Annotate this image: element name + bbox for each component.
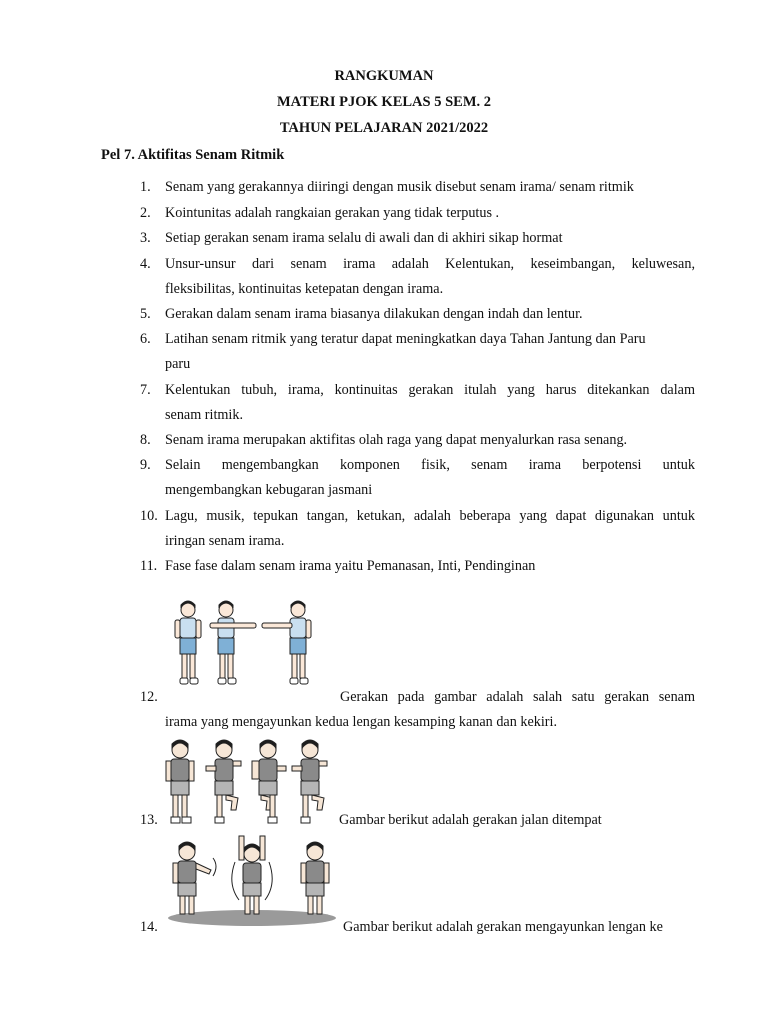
- item-text-line1: Selain mengembangkan komponen fisik, senam irama berpotensi untuk: [165, 457, 695, 473]
- item-text: Fase fase dalam senam irama yaitu Pemanasan, Inti, Pendinginan: [165, 558, 536, 574]
- item-number: 5.: [140, 306, 151, 322]
- item-text: Gambar berikut adalah gerakan mengayunkan lengan ke: [343, 919, 663, 935]
- item-text-line1: Gerakan pada gambar adalah salah satu gerakan senam: [340, 689, 695, 705]
- item-number: 9.: [140, 457, 151, 473]
- item-number: 6.: [140, 331, 151, 347]
- item-text: Gerakan dalam senam irama biasanya dilakukan dengan indah dan lentur.: [165, 306, 583, 322]
- child-figure: [210, 601, 256, 684]
- item-text: Senam irama merupakan aktifitas olah raga yang dapat menyalurkan rasa senang.: [165, 432, 628, 448]
- item-text: Kointunitas adalah rangkaian gerakan yang tidak terputus .: [165, 205, 500, 221]
- item-text-line2: iringan senam irama.: [165, 533, 285, 549]
- item-number: 12.: [140, 689, 158, 705]
- child-figure: [252, 740, 286, 823]
- child-figure: [206, 740, 241, 823]
- child-figure: [175, 601, 201, 684]
- child-figure: [173, 842, 216, 914]
- doc-subtitle: MATERI PJOK KELAS 5 SEM. 2: [276, 94, 492, 110]
- item-number: 1.: [140, 179, 151, 195]
- child-figure: [166, 740, 194, 823]
- marching-illustration: [160, 738, 355, 826]
- item-text-line1: Unsur-unsur dari senam irama adalah Kelentukan, keseimbangan, keluwesan,: [165, 256, 695, 272]
- item-number: 11.: [140, 558, 158, 574]
- item-text-line2: irama yang mengayunkan kedua lengan kesamping kanan dan kekiri.: [165, 714, 557, 730]
- child-figure: [301, 842, 329, 914]
- item-text-line2: mengembangkan kebugaran jasmani: [165, 482, 373, 498]
- item-text-line1: Latihan senam ritmik yang teratur dapat meningkatkan daya Tahan Jantung dan Paru: [165, 331, 646, 347]
- item-number: 7.: [140, 382, 151, 398]
- item-text: Senam yang gerakannya diiringi dengan musik disebut senam irama/ senam ritmik: [165, 179, 634, 195]
- item-number: 2.: [140, 205, 151, 221]
- item-text-line2: fleksibilitas, kontinuitas ketepatan dengan irama.: [165, 281, 444, 297]
- item-number: 3.: [140, 230, 151, 246]
- item-text-line2: senam ritmik.: [165, 407, 244, 423]
- child-figure: [292, 740, 327, 823]
- item-text-line1: Lagu, musik, tepukan tangan, ketukan, adalah beberapa yang dapat digunakan untuk: [165, 508, 695, 524]
- arm-swing-illustration: [170, 598, 330, 690]
- doc-title: RANGKUMAN: [334, 68, 434, 84]
- item-number: 13.: [140, 812, 158, 828]
- doc-year: TAHUN PELAJARAN 2021/2022: [279, 120, 489, 136]
- child-figure: [232, 836, 272, 914]
- item-text-line1: Kelentukan tubuh, irama, kontinuitas gerakan itulah yang harus ditekankan dalam: [165, 382, 695, 398]
- item-text-line2: paru: [165, 356, 191, 372]
- item-number: 10.: [140, 508, 158, 524]
- item-number: 14.: [140, 919, 158, 935]
- arm-circle-illustration: [165, 832, 340, 928]
- item-number: 8.: [140, 432, 151, 448]
- item-text: Gambar berikut adalah gerakan jalan ditempat: [339, 812, 602, 828]
- item-text: Setiap gerakan senam irama selalu di awali dan di akhiri sikap hormat: [165, 230, 563, 246]
- item-number: 4.: [140, 256, 151, 272]
- section-heading: Pel 7. Aktifitas Senam Ritmik: [101, 147, 285, 163]
- child-figure: [262, 601, 311, 684]
